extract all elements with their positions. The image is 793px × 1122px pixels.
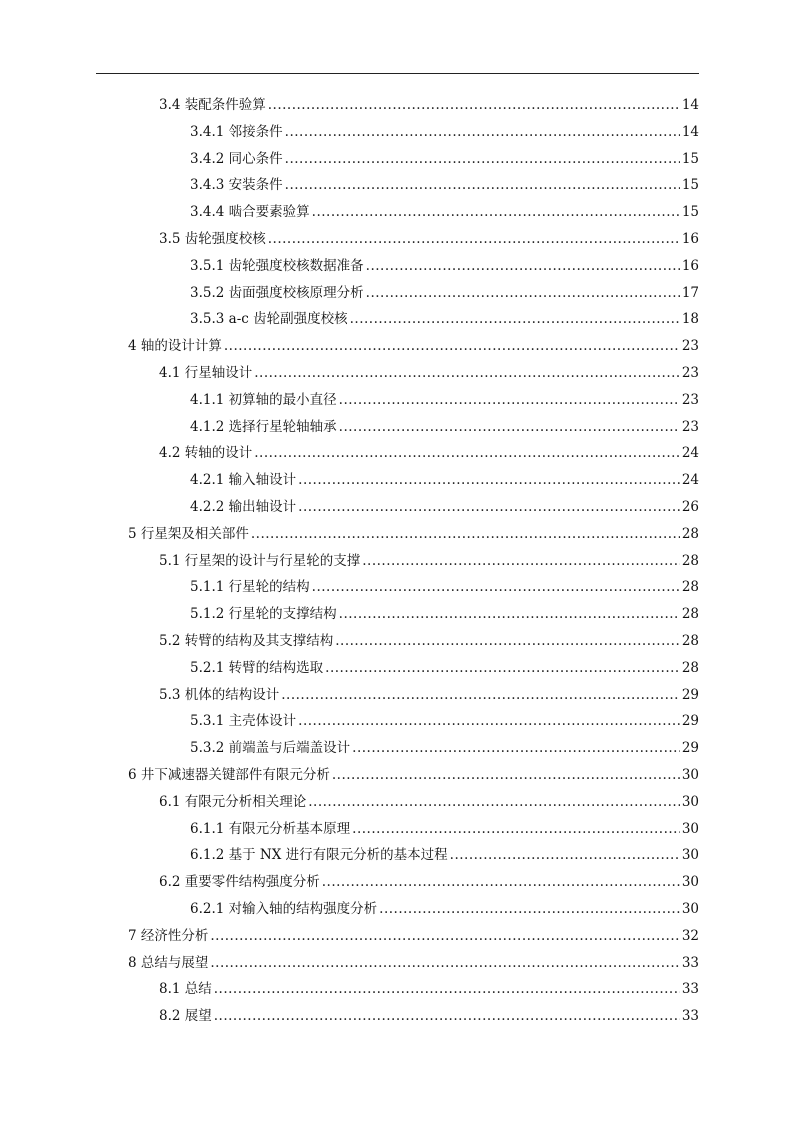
toc-entry[interactable] xyxy=(128,927,699,945)
toc-entry-page: 28 xyxy=(681,552,699,569)
toc-entry[interactable] xyxy=(159,444,699,462)
toc-entry-page: 14 xyxy=(681,97,699,113)
toc-entry[interactable] xyxy=(190,284,699,302)
toc-entry-title: 3.5.1 齿轮强度校核数据准备 xyxy=(190,257,364,274)
toc-entry-title: 5.2.1 转臂的结构选取 xyxy=(190,659,324,676)
toc-entry-title: 5.1 行星架的设计与行星轮的支撑 xyxy=(159,552,361,569)
toc-dot-leader xyxy=(285,150,680,168)
toc-entry-title: 4.1.1 初算轴的最小直径 xyxy=(190,391,337,408)
toc-entry[interactable] xyxy=(190,605,699,623)
toc-entry[interactable] xyxy=(190,176,699,194)
toc-entry-title: 5.2 转臂的结构及其支撑结构 xyxy=(159,633,334,649)
toc-entry-page: 30 xyxy=(681,847,699,864)
toc-entry-page: 29 xyxy=(681,686,699,703)
toc-dot-leader xyxy=(268,96,680,114)
toc-entry-page: 18 xyxy=(681,311,699,328)
toc-entry[interactable] xyxy=(159,632,699,650)
toc-entry-title: 8 总结与展望 xyxy=(128,954,209,971)
toc-entry-page: 28 xyxy=(681,659,699,676)
toc-entry[interactable] xyxy=(190,391,699,409)
toc-entry-page: 32 xyxy=(681,927,699,944)
toc-entry[interactable] xyxy=(190,418,699,436)
toc-dot-leader xyxy=(251,525,680,543)
toc-entry-page: 23 xyxy=(681,418,699,435)
toc-entry[interactable] xyxy=(159,980,699,998)
toc-entry-page: 16 xyxy=(681,257,699,274)
toc-dot-leader xyxy=(210,927,679,945)
toc-entry-title: 3.4.3 安装条件 xyxy=(190,177,283,194)
toc-entry[interactable] xyxy=(159,230,699,248)
toc-entry-page: 23 xyxy=(681,391,699,408)
toc-dot-leader xyxy=(366,257,680,275)
toc-entry-title: 3.4 装配条件验算 xyxy=(159,97,266,113)
toc-entry-title: 5.1.2 行星轮的支撑结构 xyxy=(190,606,337,623)
toc-entry-page: 23 xyxy=(681,338,699,355)
toc-entry-page: 26 xyxy=(681,499,699,515)
toc-dot-leader xyxy=(352,820,680,838)
toc-dot-leader xyxy=(214,980,680,998)
toc-entry-page: 28 xyxy=(681,633,699,649)
toc-dot-leader xyxy=(312,578,680,596)
toc-entry-title: 6.1.1 有限元分析基本原理 xyxy=(190,820,351,837)
toc-dot-leader xyxy=(352,739,680,757)
toc-entry-title: 6.1 有限元分析相关理论 xyxy=(159,793,307,810)
toc-entry[interactable] xyxy=(159,793,699,811)
toc-entry-page: 30 xyxy=(681,901,699,917)
toc-dot-leader xyxy=(214,1007,680,1025)
toc-entry[interactable] xyxy=(190,820,699,838)
toc-entry-title: 4.1 行星轴设计 xyxy=(159,365,253,381)
toc-entry-page: 15 xyxy=(681,177,699,194)
toc-dot-leader xyxy=(285,176,680,194)
toc-entry-title: 8.2 展望 xyxy=(159,1008,212,1025)
toc-dot-leader xyxy=(281,686,680,704)
toc-entry[interactable] xyxy=(190,846,699,864)
toc-entry-title: 5.3.1 主壳体设计 xyxy=(190,713,297,730)
toc-entry-title: 5 行星架及相关部件 xyxy=(128,525,249,542)
toc-entry-title: 4.2.1 输入轴设计 xyxy=(190,472,297,489)
toc-dot-leader xyxy=(298,712,680,730)
toc-entry-page: 14 xyxy=(681,123,699,140)
toc-dot-leader xyxy=(308,793,680,811)
toc-entry-page: 23 xyxy=(681,365,699,381)
toc-entry[interactable] xyxy=(159,364,699,382)
toc-entry-page: 29 xyxy=(681,713,699,730)
toc-entry[interactable] xyxy=(159,96,699,114)
toc-entry-title: 4 轴的设计计算 xyxy=(128,338,222,355)
toc-entry-page: 30 xyxy=(681,820,699,837)
toc-entry-title: 3.4.4 啮合要素验算 xyxy=(190,204,310,221)
toc-entry-page: 28 xyxy=(681,525,699,542)
toc-entry-title: 4.1.2 选择行星轮轴轴承 xyxy=(190,418,337,435)
toc-dot-leader xyxy=(325,659,680,677)
toc-entry-page: 29 xyxy=(681,740,699,757)
toc-entry[interactable] xyxy=(159,552,699,570)
toc-dot-leader xyxy=(285,123,680,141)
toc-entry-title: 3.4.2 同心条件 xyxy=(190,150,283,167)
toc-entry-title: 6 井下减速器关键部件有限元分析 xyxy=(128,767,330,783)
toc-entry-page: 30 xyxy=(681,874,699,891)
toc-entry[interactable] xyxy=(190,659,699,677)
toc-dot-leader xyxy=(312,203,680,221)
toc-entry[interactable] xyxy=(190,150,699,168)
toc-dot-leader xyxy=(224,337,680,355)
toc-entry-title: 6.1.2 基于 NX 进行有限元分析的基本过程 xyxy=(190,847,448,864)
toc-dot-leader xyxy=(332,766,680,784)
toc-entry[interactable] xyxy=(190,257,699,275)
toc-entry-title: 4.2 转轴的设计 xyxy=(159,445,253,462)
toc-entry-title: 3.5.3 a-c 齿轮副强度校核 xyxy=(190,311,348,328)
toc-dot-leader xyxy=(339,391,680,409)
toc-entry-title: 6.2.1 对输入轴的结构强度分析 xyxy=(190,901,378,917)
toc-dot-leader xyxy=(210,954,679,972)
toc-dot-leader xyxy=(339,418,680,436)
toc-entry[interactable] xyxy=(190,310,699,328)
toc-dot-leader xyxy=(254,364,680,382)
toc-entry-page: 15 xyxy=(681,204,699,221)
toc-entry-page: 28 xyxy=(681,579,699,596)
toc-entry-title: 8.1 总结 xyxy=(159,981,212,998)
toc-entry-page: 33 xyxy=(681,1008,699,1025)
toc-entry-title: 5.1.1 行星轮的结构 xyxy=(190,579,310,596)
toc-dot-leader xyxy=(298,498,680,516)
toc-entry[interactable] xyxy=(128,766,699,784)
toc-entry-title: 3.5 齿轮强度校核 xyxy=(159,231,266,247)
toc-entry[interactable] xyxy=(128,954,699,972)
toc-entry-page: 30 xyxy=(681,793,699,810)
toc-entry-page: 24 xyxy=(681,472,699,489)
toc-entry[interactable] xyxy=(190,471,699,489)
toc-entry-page: 15 xyxy=(681,150,699,167)
toc-dot-leader xyxy=(322,873,680,891)
toc-entry[interactable] xyxy=(190,900,699,918)
toc-entry-title: 5.3.2 前端盖与后端盖设计 xyxy=(190,740,351,757)
toc-dot-leader xyxy=(335,632,680,650)
toc-entry[interactable] xyxy=(190,123,699,141)
toc-entry-title: 7 经济性分析 xyxy=(128,927,209,944)
toc-dot-leader xyxy=(268,230,680,248)
toc-entry[interactable] xyxy=(128,525,699,543)
toc-entry-title: 6.2 重要零件结构强度分析 xyxy=(159,874,320,891)
toc-dot-leader xyxy=(366,284,680,302)
toc-entry[interactable] xyxy=(190,498,699,516)
toc-entry[interactable] xyxy=(190,712,699,730)
toc-dot-leader xyxy=(254,444,680,462)
toc-dot-leader xyxy=(350,310,680,328)
toc-dot-leader xyxy=(362,552,680,570)
header-rule xyxy=(96,73,699,74)
toc-entry-page: 24 xyxy=(681,445,699,462)
toc-entry[interactable] xyxy=(190,578,699,596)
toc-entry-page: 33 xyxy=(681,954,699,971)
toc-entry-title: 5.3 机体的结构设计 xyxy=(159,686,280,703)
toc-entry[interactable] xyxy=(190,203,699,221)
toc-entry[interactable] xyxy=(159,686,699,704)
toc-dot-leader xyxy=(450,846,680,864)
toc-entry[interactable] xyxy=(159,873,699,891)
toc-entry-title: 3.5.2 齿面强度校核原理分析 xyxy=(190,284,364,301)
toc-entry[interactable] xyxy=(159,1007,699,1025)
toc-entry-title: 4.2.2 输出轴设计 xyxy=(190,499,297,515)
toc-entry-page: 30 xyxy=(681,767,699,783)
toc-entry-page: 33 xyxy=(681,981,699,998)
toc-entry-page: 16 xyxy=(681,231,699,247)
toc-entry[interactable] xyxy=(128,337,699,355)
toc-entry-page: 28 xyxy=(681,606,699,623)
toc-dot-leader xyxy=(339,605,680,623)
toc-entry[interactable] xyxy=(190,739,699,757)
toc-entry-page: 17 xyxy=(681,284,699,301)
toc-dot-leader xyxy=(379,900,680,918)
toc-entry-title: 3.4.1 邻接条件 xyxy=(190,123,283,140)
toc-dot-leader xyxy=(298,471,680,489)
